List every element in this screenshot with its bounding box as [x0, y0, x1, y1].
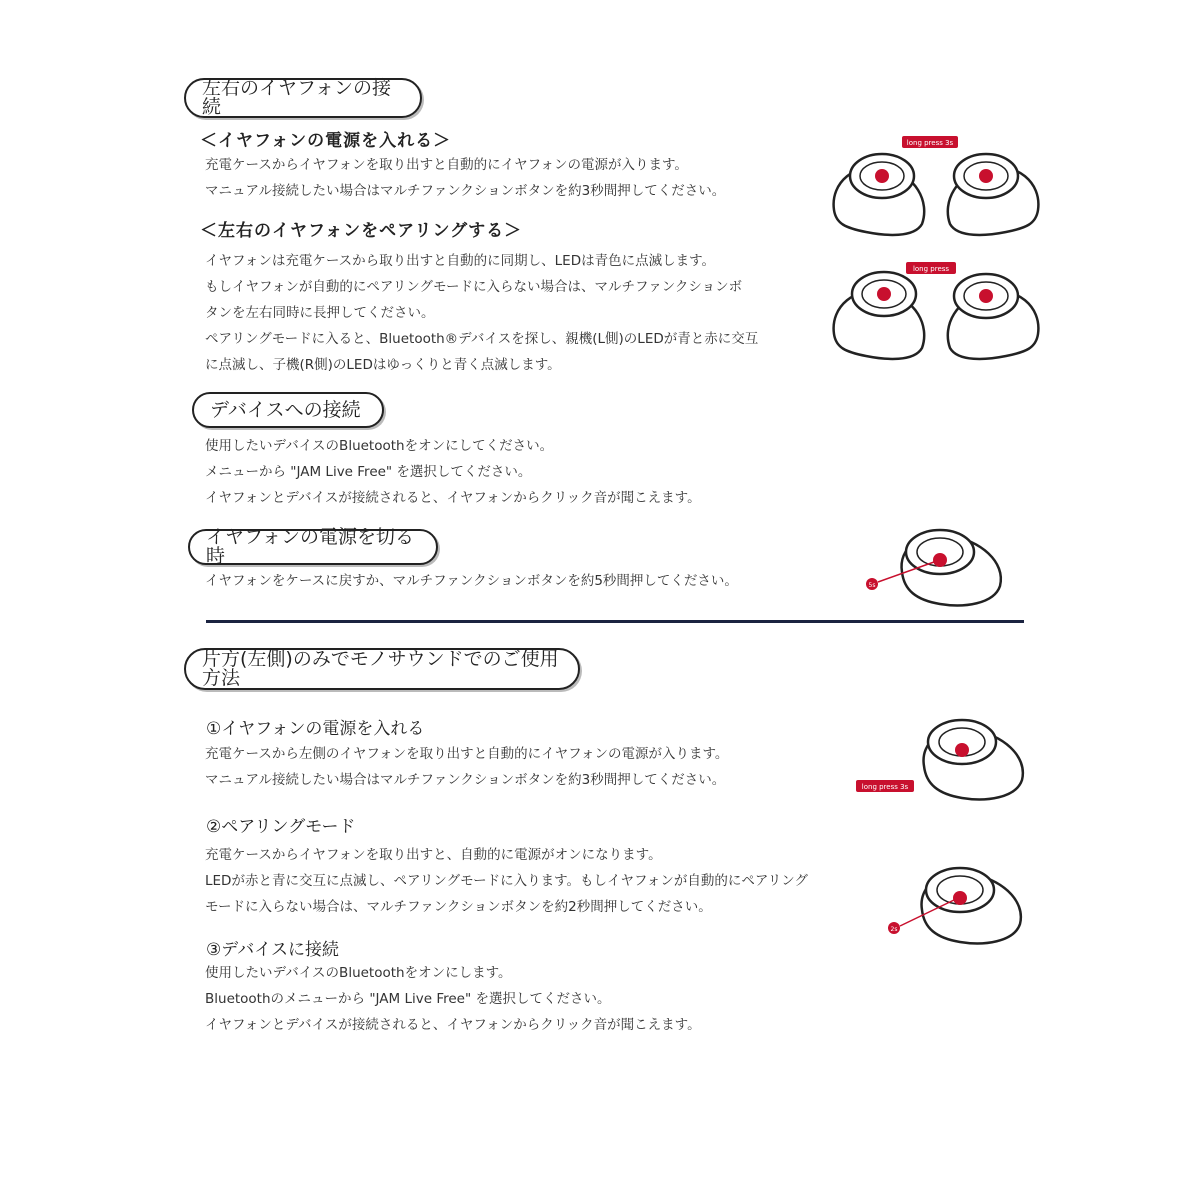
step-heading-device-connect: ③デバイスに接続 [206, 940, 340, 960]
long-press-tag-label: long press 3s [861, 783, 909, 791]
earbud-icon [924, 720, 1023, 799]
text-line: ペアリングモードに入ると、Bluetooth®デバイスを探し、親機(L側)のLEDが青と赤に交互 [205, 331, 759, 347]
text-line: イヤフォンとデバイスが接続されると、イヤフォンからクリック音が聞こえます。 [205, 490, 701, 506]
text-line: LEDが赤と青に交互に点滅し、ペアリングモードに入ります。もしイヤフォンが自動的にペアリング [205, 873, 809, 889]
section-divider [206, 620, 1024, 623]
paragraph-pairing [205, 248, 758, 378]
paragraph-power-on [205, 152, 725, 204]
step-heading-pairing: ②ペアリングモード [206, 817, 356, 837]
subheading-pairing: ＜左右のイヤフォンをペアリングする＞ [200, 221, 523, 241]
text-line: メニューから "JAM Live Free" を選択してください。 [205, 464, 532, 480]
paragraph-step-device-connect [205, 960, 701, 1038]
text-line: 充電ケースからイヤフォンを取り出すと、自動的に電源がオンになります。 [205, 847, 662, 863]
text-line: イヤフォンとデバイスが接続されると、イヤフォンからクリック音が聞こえます。 [205, 1017, 701, 1033]
long-press-tag-label: long press 3s [906, 139, 954, 147]
step-heading-power-on: ①イヤフォンの電源を入れる [206, 719, 425, 739]
long-press-tag-label: long press [912, 265, 950, 273]
text-line: マニュアル接続したい場合はマルチファンクションボタンを約3秒間押してください。 [205, 772, 726, 788]
text-line: イヤフォンをケースに戻すか、マルチファンクションボタンを約5秒間押してください。 [205, 573, 738, 589]
paragraph-step-pairing [205, 842, 808, 920]
section-title-lr-connection: 左右のイヤフォンの接続 [184, 78, 422, 118]
earbuds-pairing-illustration [826, 256, 1046, 366]
text-line: Bluetoothのメニューから "JAM Live Free" を選択してください。 [205, 991, 611, 1007]
earbud-right-icon [948, 274, 1039, 359]
section-title-device-connection: デバイスへの接続 [192, 392, 384, 428]
text-line: 充電ケースからイヤフォンを取り出すと自動的にイヤフォンの電源が入ります。 [205, 157, 688, 173]
paragraph-power-off [205, 568, 738, 594]
paragraph-device-connection [205, 433, 701, 511]
text-line: マニュアル接続したい場合はマルチファンクションボタンを約3秒間押してください。 [205, 183, 726, 199]
text-line: 使用したいデバイスのBluetoothをオンにします。 [205, 965, 512, 981]
text-line: 使用したいデバイスのBluetoothをオンにしてください。 [205, 438, 554, 454]
press-marker-label: 2s [890, 926, 898, 933]
section-title-mono-usage: 片方(左側)のみでモノサウンドでのご使用方法 [184, 648, 580, 690]
earbud-right-icon [948, 154, 1039, 235]
earbud-left-icon [834, 272, 925, 359]
subheading-power-on: ＜イヤフォンの電源を入れる＞ [200, 131, 452, 151]
text-line: に点滅し、子機(R側)のLEDはゆっくりと青く点滅します。 [205, 357, 561, 373]
earbud-mono-power-illustration [852, 710, 1032, 805]
earbud-power-off-illustration [860, 522, 1010, 612]
text-line: 充電ケースから左側のイヤフォンを取り出すと自動的にイヤフォンの電源が入ります。 [205, 746, 729, 762]
earbud-mono-pairing-illustration [880, 860, 1030, 950]
text-line: タンを左右同時に長押してください。 [205, 305, 435, 321]
press-marker-label: 5s [868, 582, 876, 589]
earbud-left-icon [834, 154, 925, 235]
earbuds-pair-illustration [826, 132, 1046, 242]
text-line: イヤフォンは充電ケースから取り出すと自動的に同期し、LEDは青色に点滅します。 [205, 253, 716, 269]
section-title-power-off: イヤフォンの電源を切る時 [188, 529, 438, 565]
text-line: もしイヤフォンが自動的にペアリングモードに入らない場合は、マルチファンクションボ [205, 279, 743, 295]
earbud-icon [922, 868, 1021, 943]
text-line: モードに入らない場合は、マルチファンクションボタンを約2秒間押してください。 [205, 899, 712, 915]
paragraph-step-power-on [205, 741, 728, 793]
